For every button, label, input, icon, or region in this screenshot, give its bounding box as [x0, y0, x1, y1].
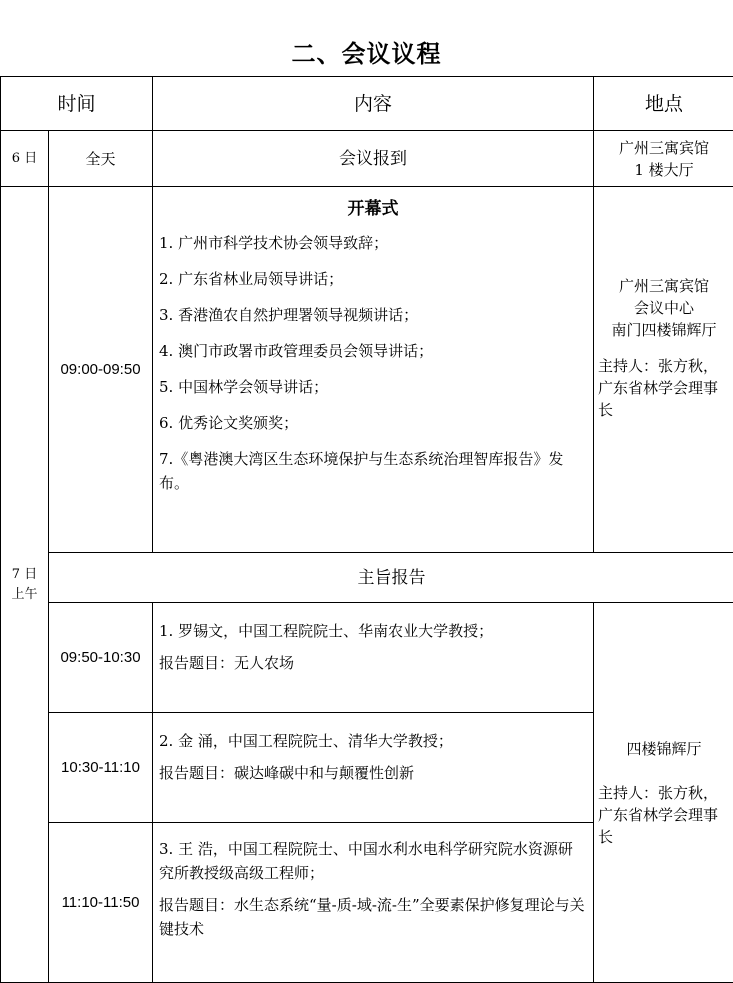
- talk-speaker: 3. 王 浩，中国工程院院士、中国水利水电科学研究院水资源研究所教授级高级工程师；: [159, 837, 587, 885]
- header-place: 地点: [594, 77, 733, 131]
- list-item: 2. 广东省林业局领导讲话；: [159, 267, 587, 291]
- talk-content-cell: [153, 713, 594, 823]
- list-item: 1. 广州市科学技术协会领导致辞；: [159, 231, 587, 255]
- opening-heading: 开幕式: [159, 197, 587, 221]
- place-line: 广州三寓宾馆: [594, 275, 733, 297]
- talk-topic: 报告题目：碳达峰碳中和与颠覆性创新: [159, 761, 587, 785]
- talk-speaker: 2. 金 涌，中国工程院院士、清华大学教授；: [159, 729, 587, 753]
- table-row: [1, 603, 733, 713]
- host-text: 主持人：张方秋，广东省林学会理事长: [594, 355, 733, 421]
- time-cell: 11:10-11:50: [49, 823, 153, 983]
- agenda-table: [0, 76, 733, 983]
- time-cell: 09:00-09:50: [49, 187, 153, 553]
- page-title: 二、会议议程: [0, 34, 733, 69]
- table-header-row: [1, 77, 733, 131]
- period-label: 上午: [1, 585, 48, 605]
- opening-content-cell: [153, 187, 594, 553]
- list-item: 4. 澳门市政署市政管理委员会领导讲话；: [159, 339, 587, 363]
- keynote-place-cell: [594, 603, 733, 983]
- place-cell: [594, 131, 733, 187]
- header-time: 时间: [1, 77, 153, 131]
- opening-place-cell: [594, 187, 733, 553]
- host-text: 主持人：张方秋，广东省林学会理事长: [594, 782, 733, 848]
- talk-topic: 报告题目：水生态系统“量-质-域-流-生”全要素保护修复理论与关键技术: [159, 893, 587, 941]
- keynote-heading: 主旨报告: [49, 553, 733, 603]
- table-row: [1, 131, 733, 187]
- time-cell: 10:30-11:10: [49, 713, 153, 823]
- place-line: 四楼锦辉厅: [594, 738, 733, 760]
- place-line: 南门四楼锦辉厅: [594, 319, 733, 341]
- list-item: 3. 香港渔农自然护理署领导视频讲话；: [159, 303, 587, 327]
- list-item: 7.《粤港澳大湾区生态环境保护与生态系统治理智库报告》发布。: [159, 447, 587, 495]
- day-7-cell: [1, 187, 49, 983]
- place-line: 会议中心: [594, 297, 733, 319]
- talk-content-cell: [153, 823, 594, 983]
- day-label: 7 日: [1, 565, 48, 585]
- talk-speaker: 1. 罗锡文，中国工程院院士、华南农业大学教授；: [159, 619, 587, 643]
- opening-items: [159, 231, 587, 495]
- time-cell: 09:50-10:30: [49, 603, 153, 713]
- talk-content-cell: [153, 603, 594, 713]
- list-item: 6. 优秀论文奖颁奖；: [159, 411, 587, 435]
- time-cell: 全天: [49, 131, 153, 187]
- day-6-cell: 6 日: [1, 131, 49, 187]
- content-cell: 会议报到: [153, 131, 594, 187]
- list-item: 5. 中国林学会领导讲话；: [159, 375, 587, 399]
- table-row: [1, 553, 733, 603]
- talk-topic: 报告题目：无人农场: [159, 651, 587, 675]
- table-row: [1, 187, 733, 553]
- place-line: 1 楼大厅: [594, 159, 733, 181]
- header-content: 内容: [153, 77, 594, 131]
- place-line: 广州三寓宾馆: [594, 137, 733, 159]
